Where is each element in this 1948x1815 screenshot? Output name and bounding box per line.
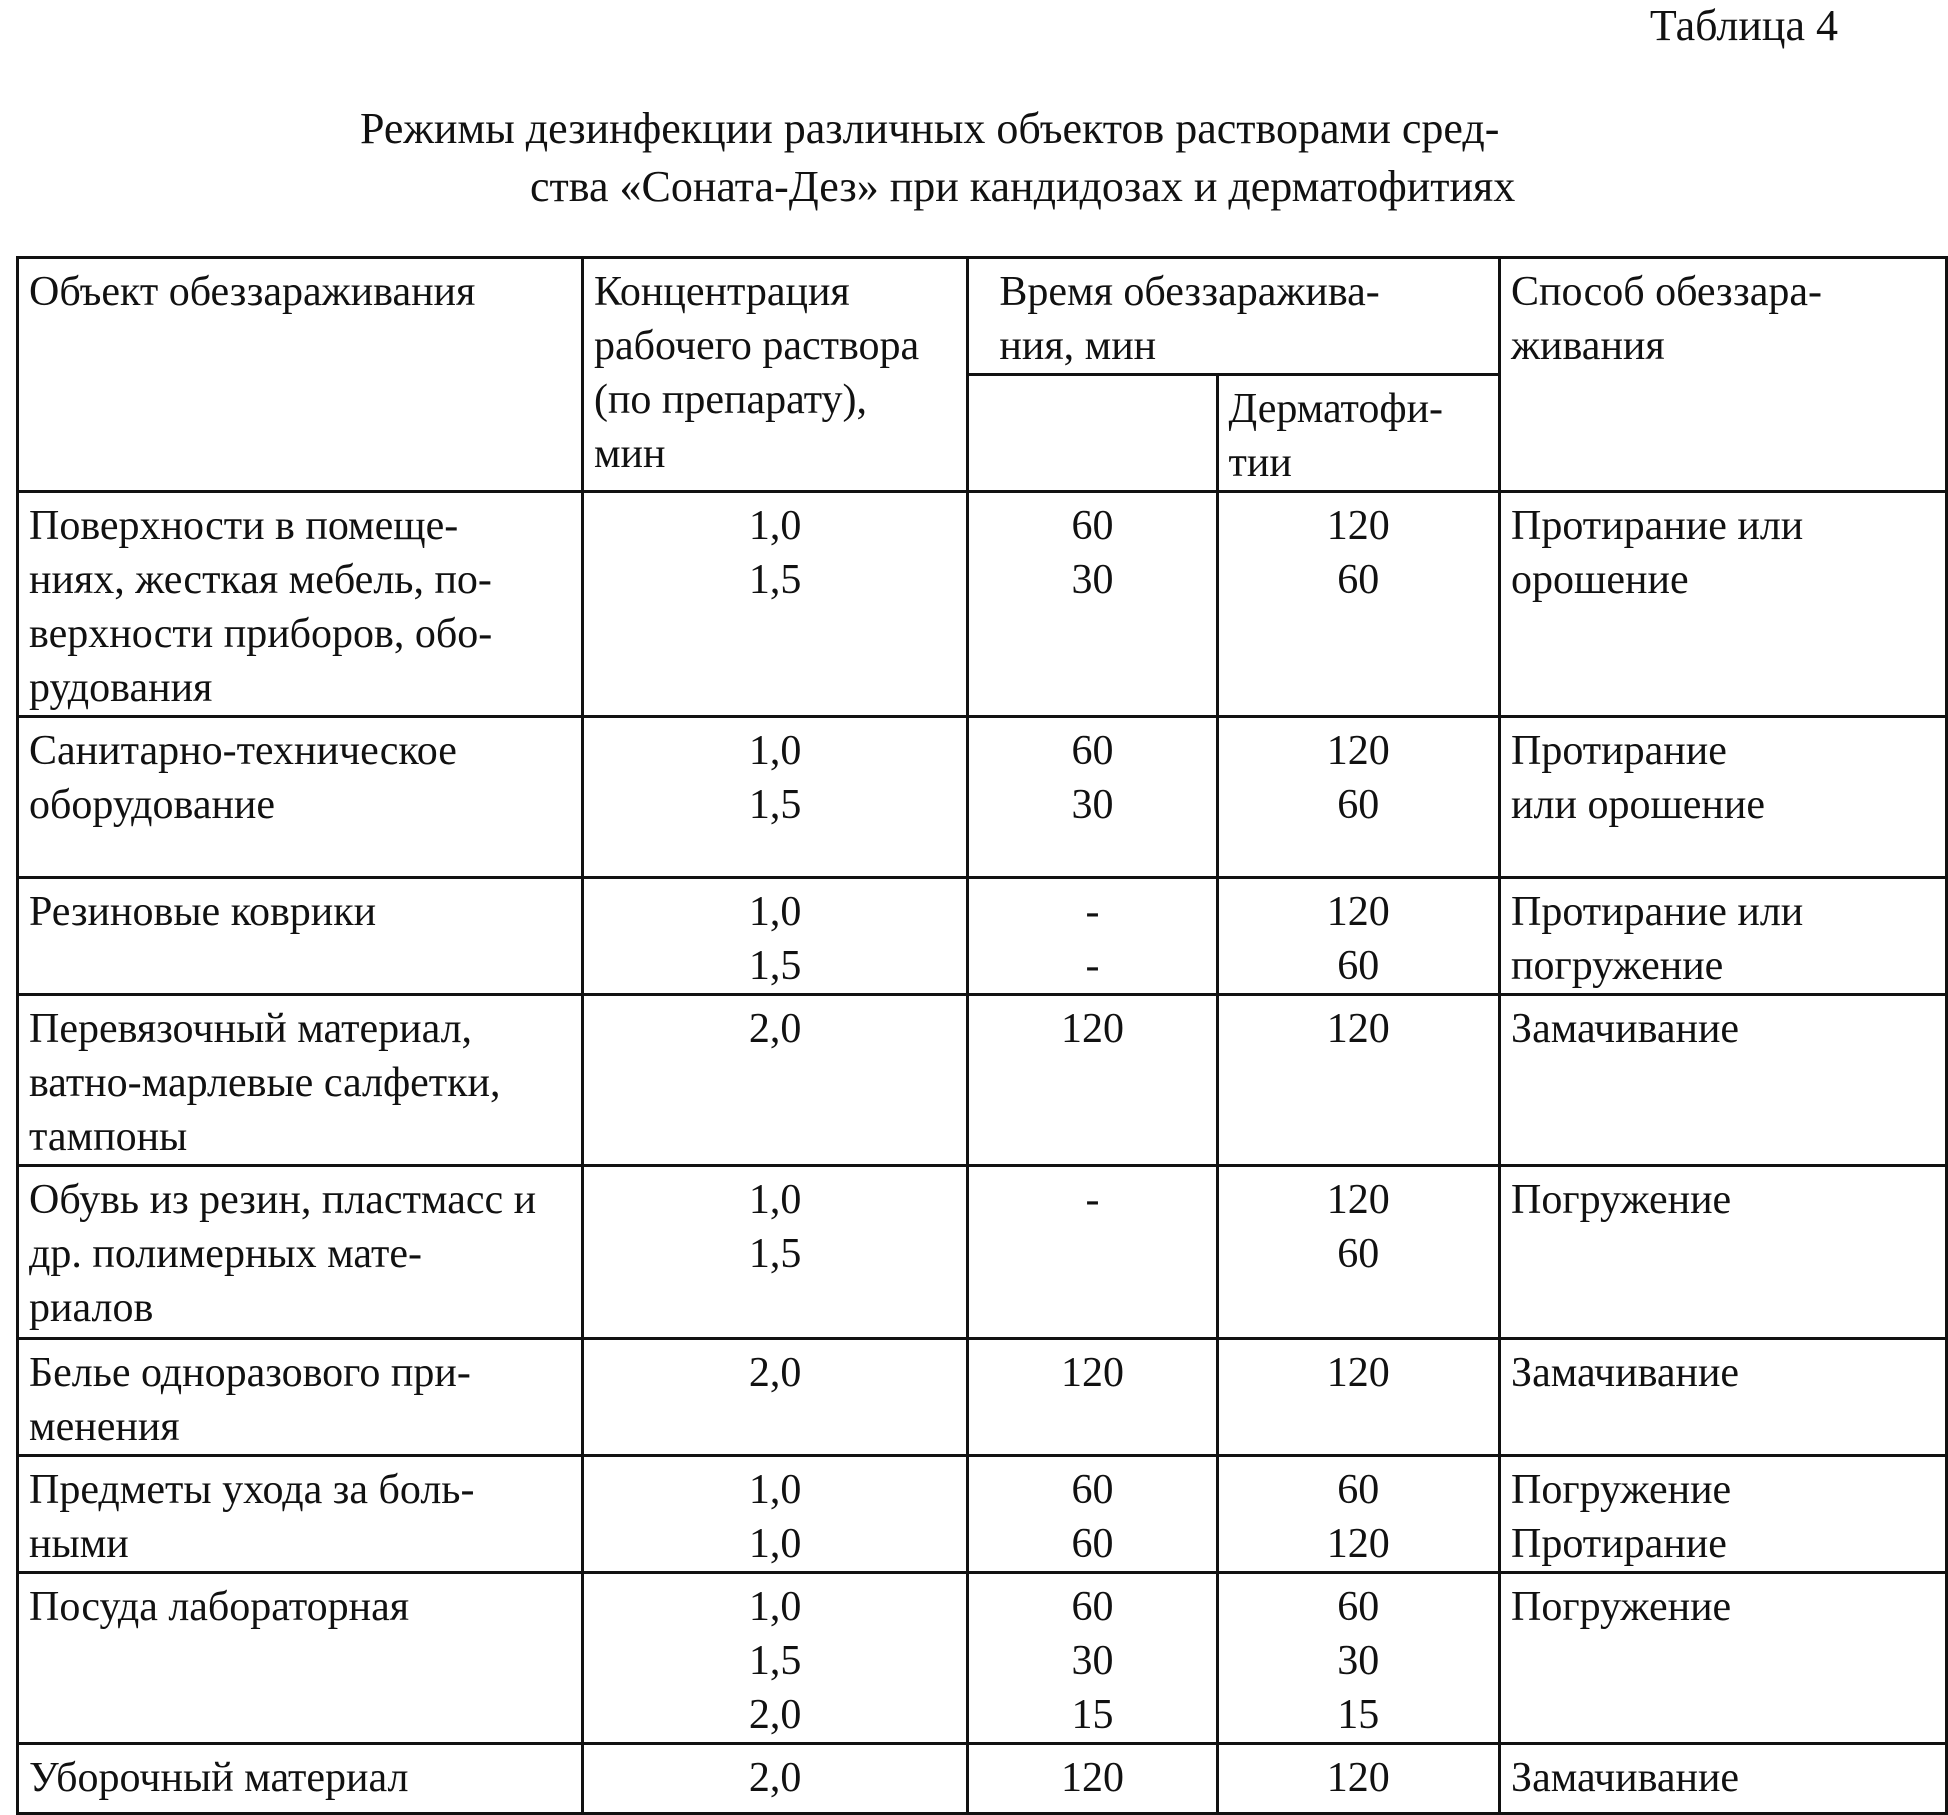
method-line: Погружение xyxy=(1511,1584,1732,1630)
header-method-line: живания xyxy=(1511,323,1665,369)
cell-object xyxy=(18,1573,583,1744)
header-concentration-line: рабочего раствора xyxy=(593,323,920,369)
concentration-value: 1,5 xyxy=(748,1231,802,1277)
method-line: погружение xyxy=(1511,943,1724,989)
cell-method xyxy=(1500,1744,1947,1814)
cell-object xyxy=(18,1166,583,1339)
concentration-value: 1,0 xyxy=(748,1467,802,1513)
time-value: 60 xyxy=(1337,943,1380,989)
time-value: 120 xyxy=(1326,503,1390,549)
time-value: 120 xyxy=(1326,1006,1390,1052)
concentration-value: 1,0 xyxy=(748,1521,802,1567)
cell-time-1 xyxy=(968,1339,1217,1456)
time-value: 60 xyxy=(1337,1584,1380,1630)
method-line: Погружение xyxy=(1511,1467,1732,1513)
caption-line-2: ства «Соната-Дез» при кандидозах и дерматофитиях xyxy=(530,162,1516,211)
object-line: ниях, жесткая мебель, по- xyxy=(29,557,492,603)
table-caption xyxy=(360,100,1610,216)
table-row xyxy=(18,717,1947,878)
object-line: Уборочный материал xyxy=(29,1755,409,1801)
time-value: 120 xyxy=(1326,889,1390,935)
time-value: 120 xyxy=(1326,1521,1390,1567)
time-value: 30 xyxy=(1071,557,1114,603)
table-row xyxy=(18,1456,1947,1573)
concentration-value: 1,0 xyxy=(748,503,802,549)
header-dermatophytes xyxy=(1217,375,1499,492)
cell-method xyxy=(1500,1166,1947,1339)
cell-time-dermatophytes xyxy=(1217,492,1499,717)
method-line: орошение xyxy=(1511,557,1689,603)
object-line: тампоны xyxy=(29,1114,188,1160)
cell-concentration xyxy=(582,1744,967,1814)
concentration-value: 1,0 xyxy=(748,1177,802,1223)
cell-concentration xyxy=(582,1573,967,1744)
time-value: 120 xyxy=(1326,1755,1390,1801)
header-method-line: Способ обеззара- xyxy=(1511,269,1823,315)
cell-time-1 xyxy=(968,1166,1217,1339)
concentration-value: 1,0 xyxy=(748,728,802,774)
header-time xyxy=(968,258,1500,375)
header-concentration xyxy=(582,258,967,492)
method-line: Протирание или xyxy=(1511,503,1804,549)
cell-method xyxy=(1500,492,1947,717)
time-value: 120 xyxy=(1060,1755,1124,1801)
object-line: ватно-марлевые салфетки, xyxy=(29,1060,501,1106)
concentration-value: 1,5 xyxy=(748,943,802,989)
table-row xyxy=(18,1573,1947,1744)
cell-method xyxy=(1500,717,1947,878)
disinfection-table xyxy=(16,256,1948,1815)
time-value: 60 xyxy=(1071,728,1114,774)
cell-time-dermatophytes xyxy=(1217,995,1499,1166)
time-value: 60 xyxy=(1071,503,1114,549)
object-line: ными xyxy=(29,1521,129,1567)
cell-object xyxy=(18,1744,583,1814)
cell-time-dermatophytes xyxy=(1217,878,1499,995)
cell-time-1 xyxy=(968,1456,1217,1573)
object-line: верхности приборов, обо- xyxy=(29,611,493,657)
header-concentration-line: Концентрация xyxy=(593,269,850,315)
header-time-line: ния, мин xyxy=(999,323,1157,369)
object-line: Санитарно-техническое xyxy=(29,728,457,774)
time-value: 60 xyxy=(1337,557,1380,603)
object-line: др. полимерных мате- xyxy=(29,1231,422,1277)
time-value: 30 xyxy=(1337,1638,1380,1684)
cell-concentration xyxy=(582,1456,967,1573)
cell-time-dermatophytes xyxy=(1217,1744,1499,1814)
cell-time-dermatophytes xyxy=(1217,1166,1499,1339)
method-line: Замачивание xyxy=(1511,1755,1740,1801)
time-value: 60 xyxy=(1071,1584,1114,1630)
concentration-value: 2,0 xyxy=(748,1006,802,1052)
time-value: 30 xyxy=(1071,1638,1114,1684)
table-row xyxy=(18,1339,1947,1456)
table-row xyxy=(18,492,1947,717)
time-value: - xyxy=(1085,943,1100,989)
concentration-value: 1,5 xyxy=(748,557,802,603)
cell-time-1 xyxy=(968,1744,1217,1814)
concentration-value: 1,5 xyxy=(748,1638,802,1684)
cell-concentration xyxy=(582,995,967,1166)
object-line: Поверхности в помеще- xyxy=(29,503,459,549)
time-value: 30 xyxy=(1071,782,1114,828)
concentration-value: 2,0 xyxy=(748,1350,802,1396)
concentration-value: 1,0 xyxy=(748,889,802,935)
cell-method xyxy=(1500,1456,1947,1573)
table-row xyxy=(18,1166,1947,1339)
concentration-value: 1,0 xyxy=(748,1584,802,1630)
method-line: или орошение xyxy=(1511,782,1766,828)
header-dermatophytes-line: тии xyxy=(1228,440,1292,486)
cell-method xyxy=(1500,1573,1947,1744)
cell-concentration xyxy=(582,1339,967,1456)
object-line: Предметы ухода за боль- xyxy=(29,1467,475,1513)
cell-object xyxy=(18,717,583,878)
cell-method xyxy=(1500,878,1947,995)
object-line: Обувь из резин, пластмасс и xyxy=(29,1177,537,1223)
header-dermatophytes-line: Дерматофи- xyxy=(1228,386,1444,432)
time-value: 120 xyxy=(1326,728,1390,774)
header-concentration-line: мин xyxy=(593,431,666,477)
cell-object xyxy=(18,1339,583,1456)
method-line: Протирание xyxy=(1511,1521,1727,1567)
object-line: риалов xyxy=(29,1285,154,1331)
time-value: 15 xyxy=(1337,1692,1380,1738)
method-line: Замачивание xyxy=(1511,1006,1740,1052)
object-line: оборудование xyxy=(29,782,276,828)
cell-object xyxy=(18,995,583,1166)
cell-concentration xyxy=(582,878,967,995)
time-value: 120 xyxy=(1326,1177,1390,1223)
caption-line-1: Режимы дезинфекции различных объектов растворами сред- xyxy=(360,104,1500,153)
time-value: 60 xyxy=(1337,1231,1380,1277)
time-value: 120 xyxy=(1060,1350,1124,1396)
method-line: Погружение xyxy=(1511,1177,1732,1223)
cell-time-dermatophytes xyxy=(1217,717,1499,878)
header-time-sub-empty xyxy=(968,375,1217,492)
cell-time-dermatophytes xyxy=(1217,1456,1499,1573)
cell-object xyxy=(18,492,583,717)
object-line: Резиновые коврики xyxy=(29,889,377,935)
cell-time-1 xyxy=(968,717,1217,878)
time-value: 15 xyxy=(1071,1692,1114,1738)
object-line: рудования xyxy=(29,665,213,711)
object-line: менения xyxy=(29,1404,180,1450)
object-line: Перевязочный материал, xyxy=(29,1006,473,1052)
cell-object xyxy=(18,878,583,995)
method-line: Протирание или xyxy=(1511,889,1804,935)
time-value: - xyxy=(1085,889,1100,935)
time-value: 60 xyxy=(1071,1467,1114,1513)
cell-concentration xyxy=(582,717,967,878)
cell-time-1 xyxy=(968,995,1217,1166)
cell-concentration xyxy=(582,1166,967,1339)
table-row xyxy=(18,995,1947,1166)
cell-method xyxy=(1500,995,1947,1166)
time-value: 60 xyxy=(1337,1467,1380,1513)
method-line: Замачивание xyxy=(1511,1350,1740,1396)
concentration-value: 1,5 xyxy=(748,782,802,828)
table-number-label: Таблица 4 xyxy=(1649,1,1838,50)
method-line: Протирание xyxy=(1511,728,1727,774)
time-value: 60 xyxy=(1337,782,1380,828)
cell-time-dermatophytes xyxy=(1217,1339,1499,1456)
cell-time-dermatophytes xyxy=(1217,1573,1499,1744)
cell-time-1 xyxy=(968,492,1217,717)
object-line: Посуда лабораторная xyxy=(29,1584,410,1630)
object-line: Белье одноразового при- xyxy=(29,1350,471,1396)
header-object: Объект обеззараживания xyxy=(18,258,583,492)
table-row xyxy=(18,1744,1947,1814)
cell-concentration xyxy=(582,492,967,717)
concentration-value: 2,0 xyxy=(748,1692,802,1738)
concentration-value: 2,0 xyxy=(748,1755,802,1801)
cell-time-1 xyxy=(968,878,1217,995)
header-method xyxy=(1500,258,1947,492)
cell-method xyxy=(1500,1339,1947,1456)
header-time-line: Время обеззаражива- xyxy=(999,269,1380,315)
time-value: - xyxy=(1085,1177,1100,1223)
header-row-1 xyxy=(18,258,1947,375)
table-row xyxy=(18,878,1947,995)
time-value: 60 xyxy=(1071,1521,1114,1567)
cell-object xyxy=(18,1456,583,1573)
time-value: 120 xyxy=(1326,1350,1390,1396)
cell-time-1 xyxy=(968,1573,1217,1744)
header-concentration-line: (по препарату), xyxy=(593,377,868,423)
time-value: 120 xyxy=(1060,1006,1124,1052)
